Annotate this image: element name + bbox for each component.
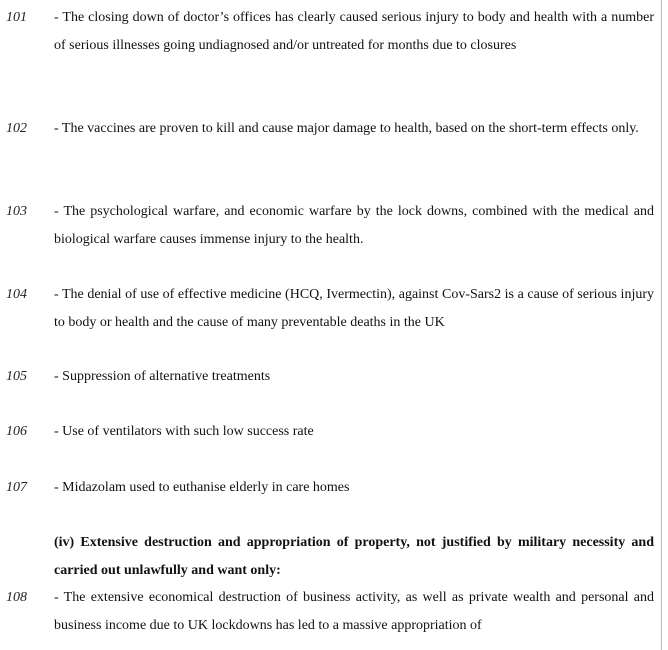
paragraph-text: - The vaccines are proven to kill and cause major damage to health, based on the short-term effects only. bbox=[54, 121, 639, 136]
paragraph-number: 102 bbox=[6, 121, 27, 136]
paragraph-text: - The denial of use of effective medicine (HCQ, Ivermectin), against Cov-Sars2 is a cause of serious injury to body or health and the cause of many preventable deaths in the UK bbox=[54, 287, 654, 330]
paragraph-number: 101 bbox=[6, 10, 27, 25]
paragraph-number: 103 bbox=[6, 204, 27, 219]
paragraph-text: - Midazolam used to euthanise elderly in care homes bbox=[54, 480, 350, 495]
page-margin-rule bbox=[661, 0, 662, 650]
paragraph-number: 104 bbox=[6, 287, 27, 302]
paragraph-number: 105 bbox=[6, 369, 27, 384]
paragraph-text: - Use of ventilators with such low success rate bbox=[54, 424, 314, 439]
paragraph-number: 106 bbox=[6, 424, 27, 439]
paragraph-text: - Suppression of alternative treatments bbox=[54, 369, 271, 384]
paragraph-text: - The extensive economical destruction of business activity, as well as private wealth and personal and business income due to UK lockdowns has led to a massive appropriation of bbox=[54, 590, 654, 633]
paragraph-text: - The psychological warfare, and economic warfare by the lock downs, combined with the medical and biological warfare causes immense injury to the health. bbox=[54, 204, 654, 247]
paragraph-number: 107 bbox=[6, 480, 27, 495]
paragraph-number: 108 bbox=[6, 590, 27, 605]
section-heading: (iv) Extensive destruction and appropriation of property, not justified by military necessity and carried out unlawfully and want only: bbox=[54, 535, 654, 578]
paragraph-text: - The closing down of doctor’s offices has clearly caused serious injury to body and health with a number of serious illnesses going undiagnosed and/or untreated for months due to closures bbox=[54, 10, 654, 53]
